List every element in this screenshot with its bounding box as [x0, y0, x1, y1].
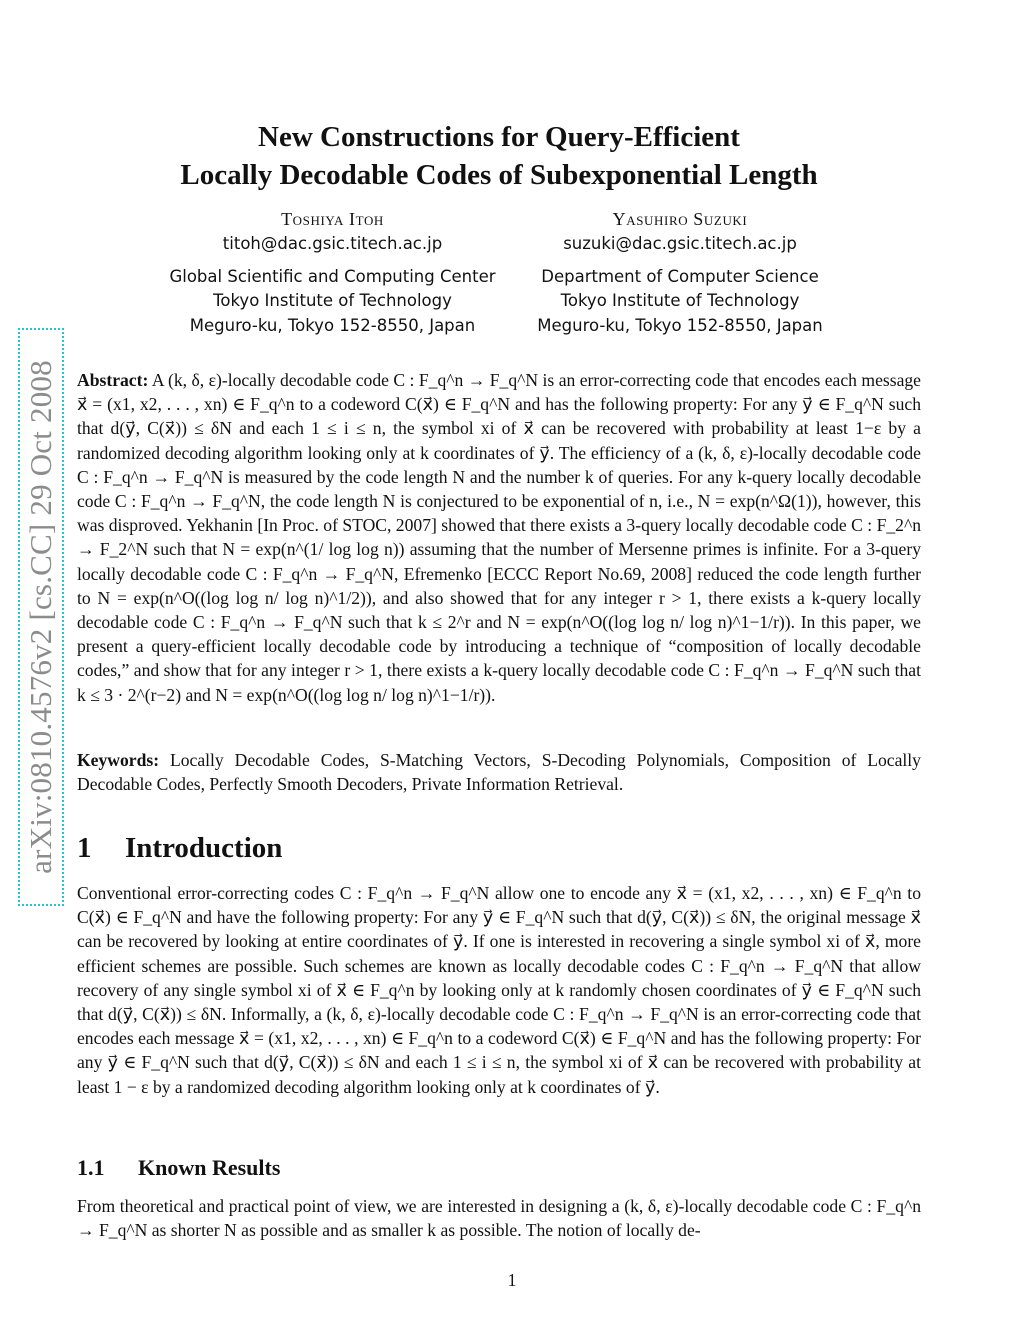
paper-title [76, 118, 922, 194]
keywords-label: Keywords: [77, 750, 160, 770]
subsection-number: 1.1 [77, 1155, 105, 1180]
arxiv-stamp [18, 328, 64, 906]
author-email: suzuki@dac.gsic.titech.ac.jp [563, 234, 797, 253]
author-name: Yasuhiro Suzuki [612, 209, 748, 229]
author-email: titoh@dac.gsic.titech.ac.jp [222, 234, 443, 253]
section-heading [77, 828, 282, 868]
subsection-heading [77, 1153, 280, 1183]
known-results-body [77, 1194, 921, 1242]
author-affiliation-line: Meguro-ku, Tokyo 152-8550, Japan [537, 315, 823, 335]
author-affiliation-line: Meguro-ku, Tokyo 152-8550, Japan [189, 315, 476, 335]
abstract [77, 368, 921, 707]
keywords-text: Locally Decodable Codes, S-Matching Vectors, S-Decoding Polynomials, Composition of Locally Decodable Codes, Perfectly Smooth Decoders, Private Information Retrieval. [77, 750, 921, 795]
author-affiliation-line: Tokyo Institute of Technology [213, 291, 452, 310]
abstract-label: Abstract: [77, 370, 149, 390]
section-number: 1 [77, 832, 92, 864]
introduction-body [77, 881, 921, 1099]
paragraph: Conventional error-correcting codes C : F_q^n → F_q^N allow one to encode any x⃗ = (x1, x2, . . . , xn) ∈ F_q^n to C(x⃗) ∈ F_q^N and have the following property: For any y⃗ ∈ F_q^N such that d(y⃗, C(x⃗)) ≤ δN, the original message x⃗ can be recovered by looking at entire coordinates of y⃗. If one is interested in recovering a single symbol xi of x⃗, more efficient schemes are possible. Such schemes are known as locally decodable codes C : F_q^n → F_q^N that allow recovery of any single symbol xi of x⃗ ∈ F_q^n by looking only at k randomly chosen coordinates of y⃗ ∈ F_q^N such that d(y⃗, C(x⃗)) ≤ δN. Informally, a (k, δ, ε)-locally decodable code C : F_q^n → F_q^N is an error-correcting code that encodes each message x⃗ = (x1, x2, . . . , xn) ∈ F_q^n to a codeword C(x⃗) ∈ F_q^N and has the following property: For any y⃗ ∈ F_q^N such that d(y⃗, C(x⃗)) ≤ δN and each 1 ≤ i ≤ n, the symbol xi of x⃗ can be recovered with probability at least 1 − ε by a randomized decoding algorithm looking only at k coordinates of y⃗. [77, 883, 921, 1097]
page-number: 1 [507, 1270, 517, 1290]
author-affiliation-line: Global Scientific and Computing Center [169, 266, 496, 286]
title-line-2: Locally Decodable Codes of Subexponential Length [180, 159, 818, 191]
arxiv-identifier: arXiv:0810.4576v2 [cs.CC] 29 Oct 2008 [23, 360, 58, 874]
author-2 [510, 206, 850, 338]
paragraph: From theoretical and practical point of view, we are interested in designing a (k, δ, ε)-locally decodable code C : F_q^n → F_q^N as shorter N as possible and as smaller k as possible. The notion of locally de- [77, 1196, 921, 1241]
author-name: Toshiya Itoh [281, 209, 384, 229]
abstract-text: A (k, δ, ε)-locally decodable code C : F_q^n → F_q^N is an error-correcting code that encodes each message x⃗ = (x1, x2, . . . , xn) ∈ F_q^n to a codeword C(x⃗) ∈ F_q^N and has the following property: For any y⃗ ∈ F_q^N such that d(y⃗, C(x⃗)) ≤ δN and each 1 ≤ i ≤ n, the symbol xi of x⃗ can be recovered with probability at least 1−ε by a randomized decoding algorithm looking only at k coordinates of y⃗. The efficiency of a (k, δ, ε)-locally decodable code C : F_q^n → F_q^N is measured by the code length N and the number k of queries. For any k-query locally decodable code C : F_q^n → F_q^N, the code length N is conjectured to be exponential of n, i.e., N = exp(n^Ω(1)), however, this was disproved. Yekhanin [In Proc. of STOC, 2007] showed that there exists a 3-query locally decodable code C : F_2^n → F_2^N such that N = exp(n^(1/ log log n)) assuming that the number of Mersenne primes is infinite. For a 3-query locally decodable code C : F_q^n → F_q^N, Efremenko [ECCC Report No.69, 2008] reduced the code length further to N = exp(n^O((log log n/ log n)^1/2)), and also showed that for any integer r > 1, there exists a k-query locally decodable code C : F_q^n → F_q^N such that k ≤ 2^r and N = exp(n^O((log log n/ log n)^1−1/r)). In this paper, we present a query-efficient locally decodable code by introducing a technique of “composition of locally decodable codes,” and show that for any integer r > 1, there exists a k-query locally decodable code C : F_q^n → F_q^N such that k ≤ 3 · 2^(r−2) and N = exp(n^O((log log n/ log n)^1−1/r)). [77, 370, 921, 705]
title-line-1: New Constructions for Query-Efficient [258, 121, 740, 153]
author-affiliation-line: Tokyo Institute of Technology [560, 291, 800, 310]
author-affiliation-line: Department of Computer Science [541, 266, 819, 286]
author-1 [160, 206, 505, 338]
keywords [77, 748, 921, 796]
subsection-title: Known Results [138, 1155, 281, 1180]
section-title: Introduction [125, 832, 283, 864]
